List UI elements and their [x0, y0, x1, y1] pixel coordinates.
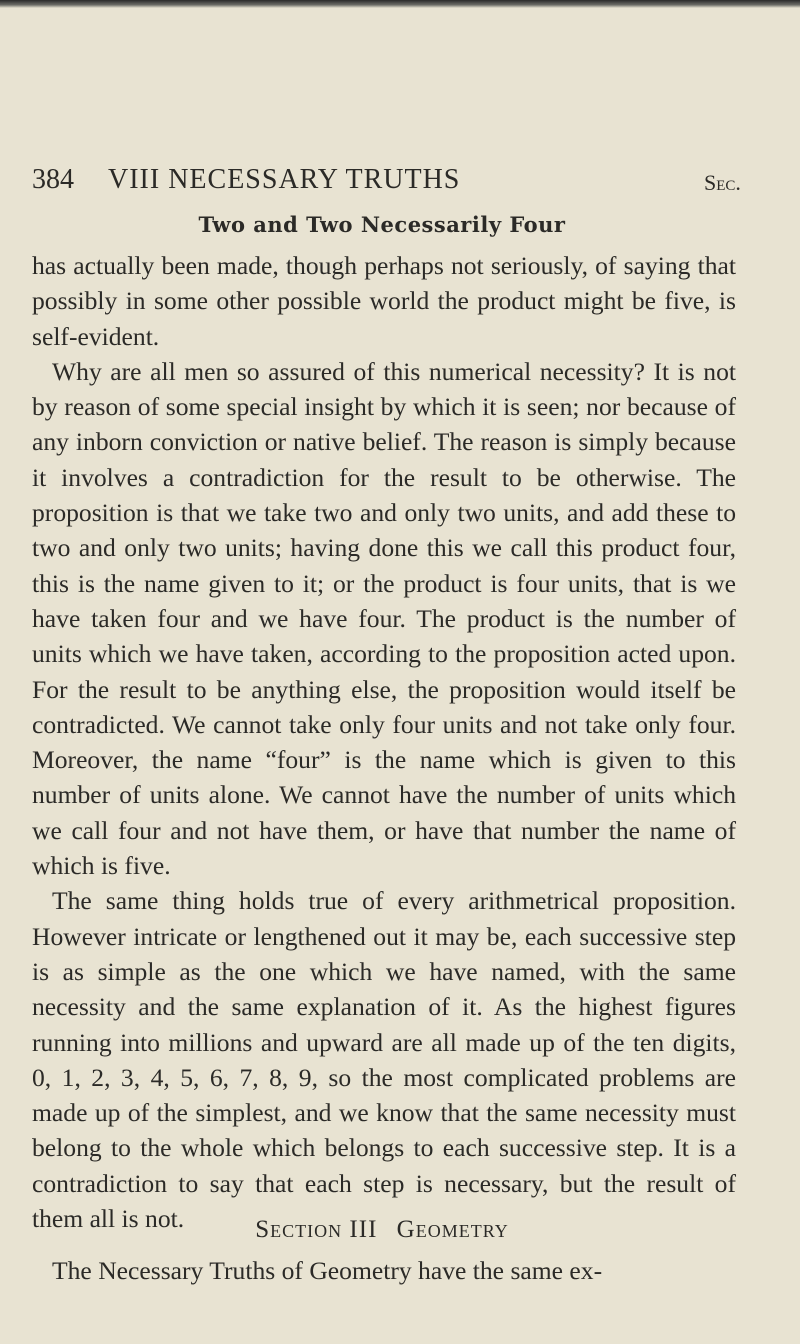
section-caption: Two and Two Necessarily Four	[198, 212, 566, 237]
section-heading-title: Geometry	[396, 1216, 509, 1243]
paragraph: has actually been made, though perhaps not seriously, of saying that possibly in some other possible world the product might be five, is self-evident.	[32, 251, 736, 351]
body-text	[32, 248, 736, 1236]
paragraph: The same thing holds true of every arithmetrical proposition. However intricate or lengthened out it may be, each successive step is as simple as the one which we have named, with the same necessity and the same explanation of it. As the highest figures running into millions and upward are all made up of the ten digits, 0, 1, 2, 3, 4, 5, 6, 7, 8, 9, so the most complicated problems are made up of the simplest, and we know that the same necessity must belong to the whole which belongs to each successive step. It is a contradiction to say that each step is necessary, but the result of them all is not.	[32, 886, 736, 1234]
running-head	[32, 164, 741, 204]
chapter-title: VIII NECESSARY TRUTHS	[108, 164, 461, 195]
section-heading	[32, 1216, 732, 1244]
section-heading-label: Section III	[255, 1216, 378, 1243]
paragraph: Why are all men so assured of this numerical necessity? It is not by reason of some special insight by which it is seen; nor because of any inborn conviction or native belief. The reason is simply because it involves a contradiction for the result to be otherwise. The proposition is that we take two and only two units, and add these to two and only two units; having done this we call this product four, this is the name given to it; or the product is four units, that is we have taken four and we have four. The product is the number of units which we have taken, according to the proposition acted upon. For the result to be anything else, the proposition would itself be contradicted. We cannot take only four units and not take only four. Moreover, the name “four” is the name which is given to this number of units alone. We cannot have the number of units which we call four and not have them, or have that number the name of which is five.	[32, 356, 736, 881]
page-top-edge	[0, 0, 800, 8]
continuation-line: The Necessary Truths of Geometry have the same ex-	[52, 1256, 603, 1285]
page-number: 384	[32, 164, 74, 195]
section-abbreviation: Sec.	[704, 170, 741, 195]
